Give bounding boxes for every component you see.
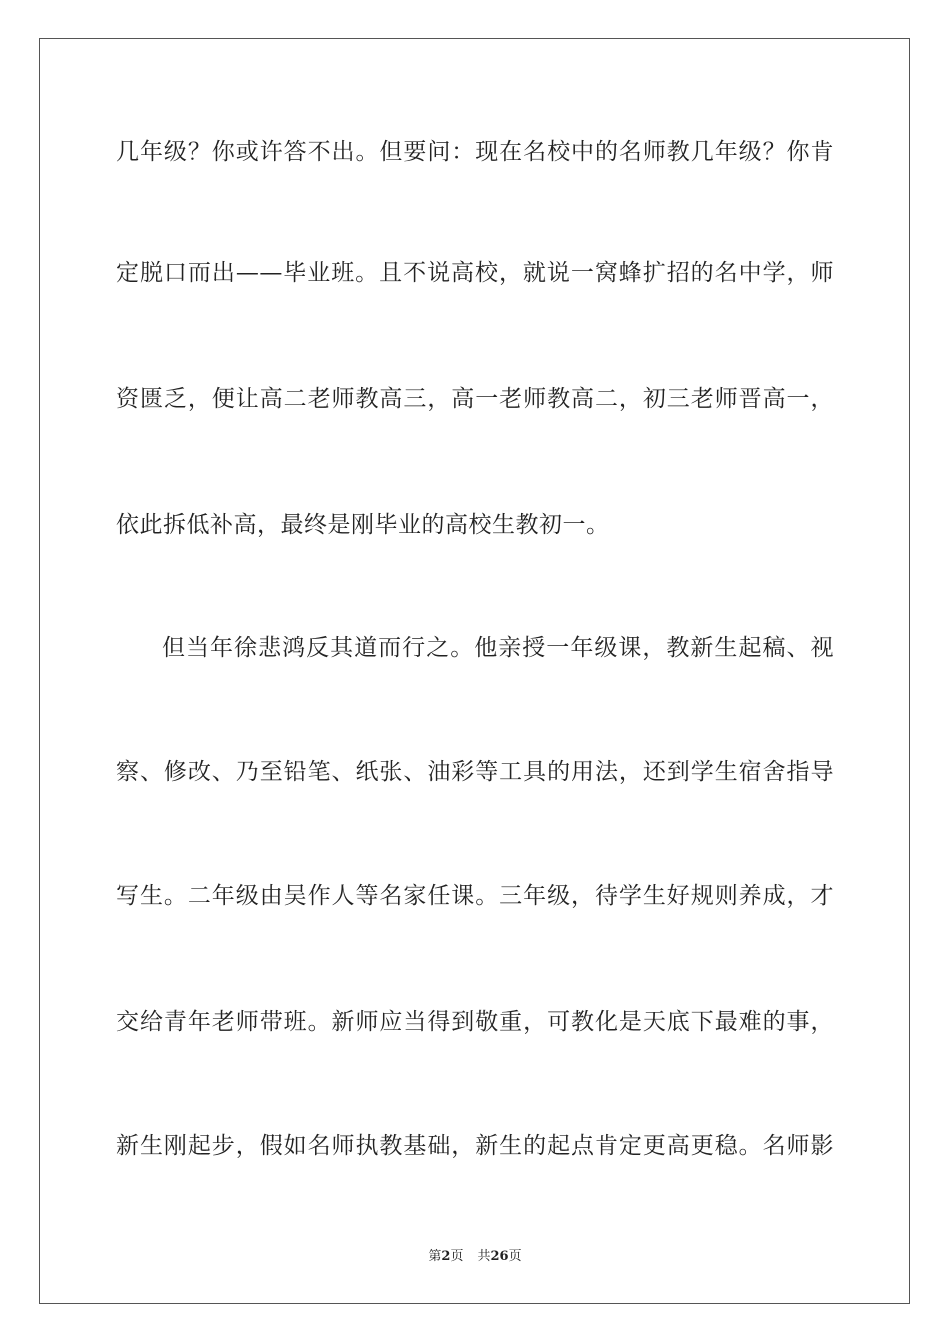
body-text-line: 依此拆低补高，最终是刚毕业的高校生教初一。 xyxy=(116,512,610,538)
page-prefix: 第 xyxy=(428,1249,442,1264)
total-prefix: 共 xyxy=(477,1249,491,1264)
page-footer xyxy=(0,1248,950,1266)
body-text-line: 察、修改、乃至铅笔、纸张、油彩等工具的用法，还到学生宿舍指导 xyxy=(116,759,834,785)
body-text-line: 资匮乏，便让高二老师教高三，高一老师教高二，初三老师晋高一， xyxy=(116,386,834,412)
body-text-line: 写生。二年级由吴作人等名家任课。三年级，待学生好规则养成，才 xyxy=(116,883,834,909)
paragraph-first-line: 但当年徐悲鸿反其道而行之。他亲授一年级课，教新生起稿、视 xyxy=(162,635,834,661)
total-suffix: 页 xyxy=(508,1249,522,1264)
body-text-line: 几年级？你或许答不出。但要问：现在名校中的名师教几年级？你肯 xyxy=(116,139,834,165)
page-border xyxy=(39,38,910,1304)
page-number: 2 xyxy=(441,1249,451,1264)
body-text-line: 新生刚起步，假如名师执教基础，新生的起点肯定更高更稳。名师影 xyxy=(116,1133,834,1159)
page-suffix: 页 xyxy=(450,1249,464,1264)
total-pages: 26 xyxy=(490,1249,509,1264)
body-text-line: 交给青年老师带班。新师应当得到敬重，可教化是天底下最难的事， xyxy=(116,1009,834,1035)
body-text-line: 定脱口而出——毕业班。且不说高校，就说一窝蜂扩招的名中学，师 xyxy=(116,260,834,286)
